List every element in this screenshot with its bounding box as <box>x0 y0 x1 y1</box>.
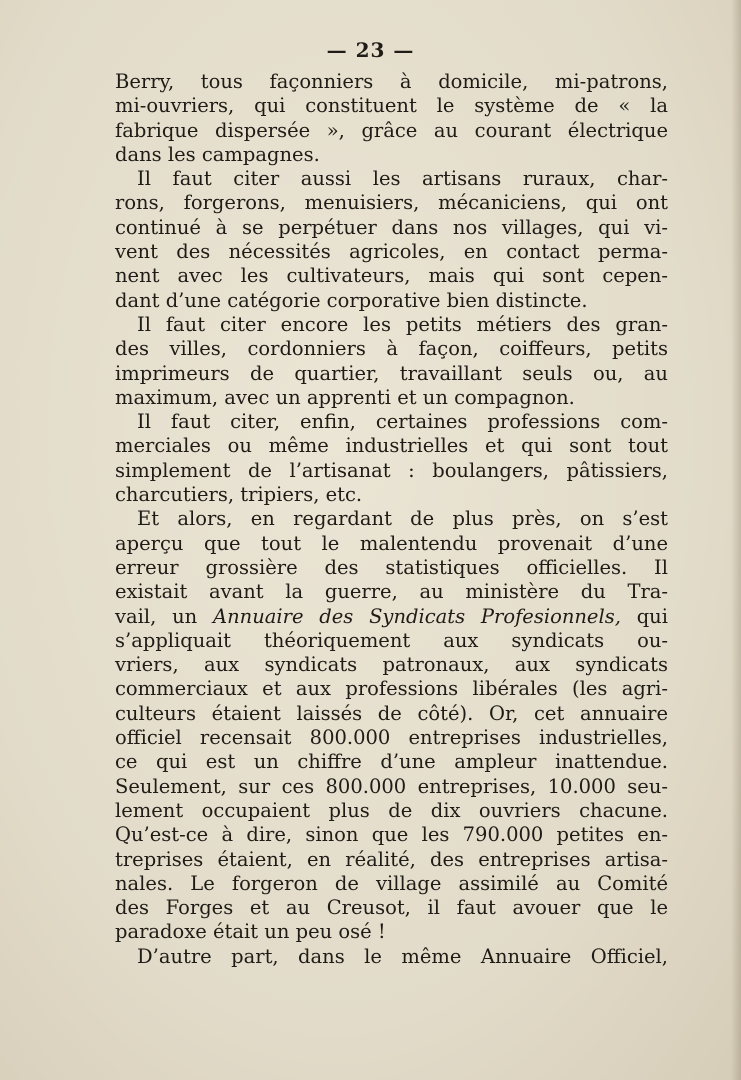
text-line: vent des nécessités agricoles, en contact perma- <box>115 240 668 264</box>
text-line: nales. Le forgeron de village assimilé au Comité <box>115 871 668 895</box>
text-line: maximum, avec un apprenti et un compagnon. <box>115 385 575 409</box>
text-line: Et alors, en regardant de plus près, on s’est <box>137 507 668 531</box>
text-line: aperçu que tout le malentendu provenait d’une <box>115 531 668 555</box>
text-line: culteurs étaient laissés de côté). Or, cet annuaire <box>115 701 668 725</box>
text-line: simplement de l’artisanat : boulangers, pâtissiers, <box>115 458 668 482</box>
text-line: commerciaux et aux professions libérales (les agri- <box>115 677 668 701</box>
text-line <box>115 605 668 629</box>
text-line: imprimeurs de quartier, travaillant seuls ou, au <box>115 361 668 385</box>
text-line: Il faut citer aussi les artisans ruraux, char- <box>137 167 668 191</box>
text-line: nent avec les cultivateurs, mais qui sont cepen- <box>115 264 668 288</box>
text-line: erreur grossière des statistiques officielles. Il <box>115 555 668 579</box>
text-line: officiel recensait 800.000 entreprises industrielles, <box>115 726 668 750</box>
text-line: fabrique dispersée », grâce au courant électrique <box>115 118 668 142</box>
text-line: des Forges et au Creusot, il faut avouer que le <box>115 896 668 920</box>
text-line: Seulement, sur ces 800.000 entreprises, 10.000 seu- <box>115 774 668 798</box>
text-line: treprises étaient, en réalité, des entreprises artisa- <box>115 847 668 871</box>
text-line: Il faut citer encore les petits métiers des gran- <box>137 312 668 336</box>
text-line-end: qui <box>636 604 668 628</box>
text-line: dant d’une catégorie corporative bien distincte. <box>115 288 588 312</box>
page-edge-shadow <box>731 0 741 1080</box>
page-number: — 23 — <box>326 38 415 62</box>
text-line: vriers, aux syndicats patronaux, aux syndicats <box>115 653 668 677</box>
text-line: paradoxe était un peu osé ! <box>115 920 386 944</box>
text-line: D’autre part, dans le même Annuaire Officiel, <box>137 944 668 968</box>
text-line: merciales ou même industrielles et qui sont tout <box>115 434 668 458</box>
body-text <box>115 70 668 969</box>
text-line: des villes, cordonniers à façon, coiffeurs, petits <box>115 337 668 361</box>
text-line: existait avant la guerre, au ministère du Tra- <box>115 580 668 604</box>
text-line: lement occupaient plus de dix ouvriers chacune. <box>115 798 668 822</box>
text-line: rons, forgerons, menuisiers, mécaniciens, qui ont <box>115 191 668 215</box>
text-line: Qu’est-ce à dire, sinon que les 790.000 petites en- <box>115 823 668 847</box>
text-line: ce qui est un chiffre d’une ampleur inattendue. <box>115 750 668 774</box>
text-line: Il faut citer, enfin, certaines professions com- <box>137 410 668 434</box>
text-line: s’appliquait théoriquement aux syndicats ou- <box>115 628 668 652</box>
text-line: dans les campagnes. <box>115 142 320 166</box>
text-line: Berry, tous façonniers à domicile, mi-patrons, <box>115 70 668 93</box>
text-line: mi-ouvriers, qui constituent le système de « la <box>115 94 668 118</box>
book-title-italic: Annuaire des Syndicats Profesionnels, <box>213 604 621 628</box>
text-line-start: vail, un <box>115 604 198 628</box>
text-line: charcutiers, tripiers, etc. <box>115 483 363 507</box>
text-line: continué à se perpétuer dans nos villages, qui vi- <box>115 215 668 239</box>
